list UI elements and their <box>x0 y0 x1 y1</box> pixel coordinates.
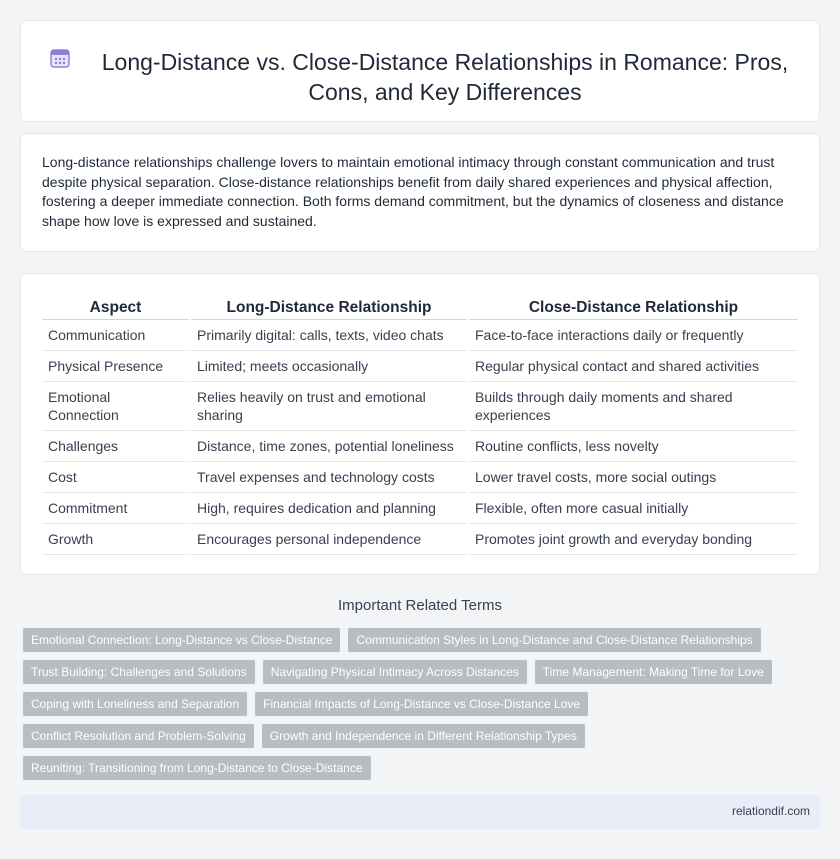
intro-card <box>20 133 820 252</box>
related-term-tag[interactable]: Communication Styles in Long-Distance and Close-Distance Relationships <box>348 628 760 652</box>
cell-long-distance: Primarily digital: calls, texts, video chats <box>190 319 468 350</box>
cell-long-distance: Travel expenses and technology costs <box>190 461 468 492</box>
related-term-tag[interactable]: Financial Impacts of Long-Distance vs Close-Distance Love <box>255 692 588 716</box>
related-term-tag[interactable]: Time Management: Making Time for Love <box>535 660 772 684</box>
related-terms-heading: Important Related Terms <box>338 597 502 614</box>
related-terms-list <box>23 628 803 780</box>
cell-aspect: Emotional Connection <box>42 381 190 430</box>
header-long-distance: Long-Distance Relationship <box>190 295 468 319</box>
table-row <box>42 492 798 523</box>
cell-aspect: Challenges <box>42 430 190 461</box>
table-header-row <box>42 295 798 319</box>
table-row <box>42 381 798 430</box>
table-row <box>42 461 798 492</box>
cell-aspect: Communication <box>42 319 190 350</box>
related-term-tag[interactable]: Reuniting: Transitioning from Long-Distance to Close-Distance <box>23 756 371 780</box>
table-row <box>42 350 798 381</box>
cell-close-distance: Lower travel costs, more social outings <box>468 461 798 492</box>
comparison-table <box>42 295 798 555</box>
related-term-tag[interactable]: Coping with Loneliness and Separation <box>23 692 247 716</box>
cell-close-distance: Promotes joint growth and everyday bonding <box>468 523 798 554</box>
related-term-tag[interactable]: Conflict Resolution and Problem-Solving <box>23 724 254 748</box>
cell-long-distance: Relies heavily on trust and emotional sharing <box>190 381 468 430</box>
cell-close-distance: Builds through daily moments and shared experiences <box>468 381 798 430</box>
related-term-tag[interactable]: Navigating Physical Intimacy Across Distances <box>263 660 527 684</box>
cell-aspect: Commitment <box>42 492 190 523</box>
footer <box>20 795 820 829</box>
cell-long-distance: Encourages personal independence <box>190 523 468 554</box>
related-term-tag[interactable]: Trust Building: Challenges and Solutions <box>23 660 255 684</box>
header-aspect: Aspect <box>42 295 190 319</box>
cell-aspect: Cost <box>42 461 190 492</box>
page-title: Long-Distance vs. Close-Distance Relationships in Romance: Pros, Cons, and Key Differences <box>101 49 789 105</box>
calendar-icon <box>49 47 71 69</box>
table-row <box>42 319 798 350</box>
cell-long-distance: Limited; meets occasionally <box>190 350 468 381</box>
comparison-card <box>20 273 820 575</box>
related-term-tag[interactable]: Growth and Independence in Different Relationship Types <box>262 724 585 748</box>
cell-aspect: Physical Presence <box>42 350 190 381</box>
footer-site-link[interactable]: relationdif.com <box>731 804 810 818</box>
cell-close-distance: Routine conflicts, less novelty <box>468 430 798 461</box>
cell-long-distance: High, requires dedication and planning <box>190 492 468 523</box>
cell-close-distance: Regular physical contact and shared activities <box>468 350 798 381</box>
related-term-tag[interactable]: Emotional Connection: Long-Distance vs Close-Distance <box>23 628 340 652</box>
cell-close-distance: Face-to-face interactions daily or frequently <box>468 319 798 350</box>
table-row <box>42 430 798 461</box>
header-card <box>20 20 820 122</box>
header-close-distance: Close-Distance Relationship <box>468 295 798 319</box>
cell-long-distance: Distance, time zones, potential loneliness <box>190 430 468 461</box>
intro-paragraph: Long-distance relationships challenge lovers to maintain emotional intimacy through constant communication and trust despite physical separation. Close-distance relationships benefit from daily shared experiences and physical affection, fostering a deeper immediate connection. Both forms demand commitment, but the dynamics of closeness and distance shape how love is expressed and sustained. <box>42 154 784 229</box>
cell-aspect: Growth <box>42 523 190 554</box>
cell-close-distance: Flexible, often more casual initially <box>468 492 798 523</box>
table-row <box>42 523 798 554</box>
